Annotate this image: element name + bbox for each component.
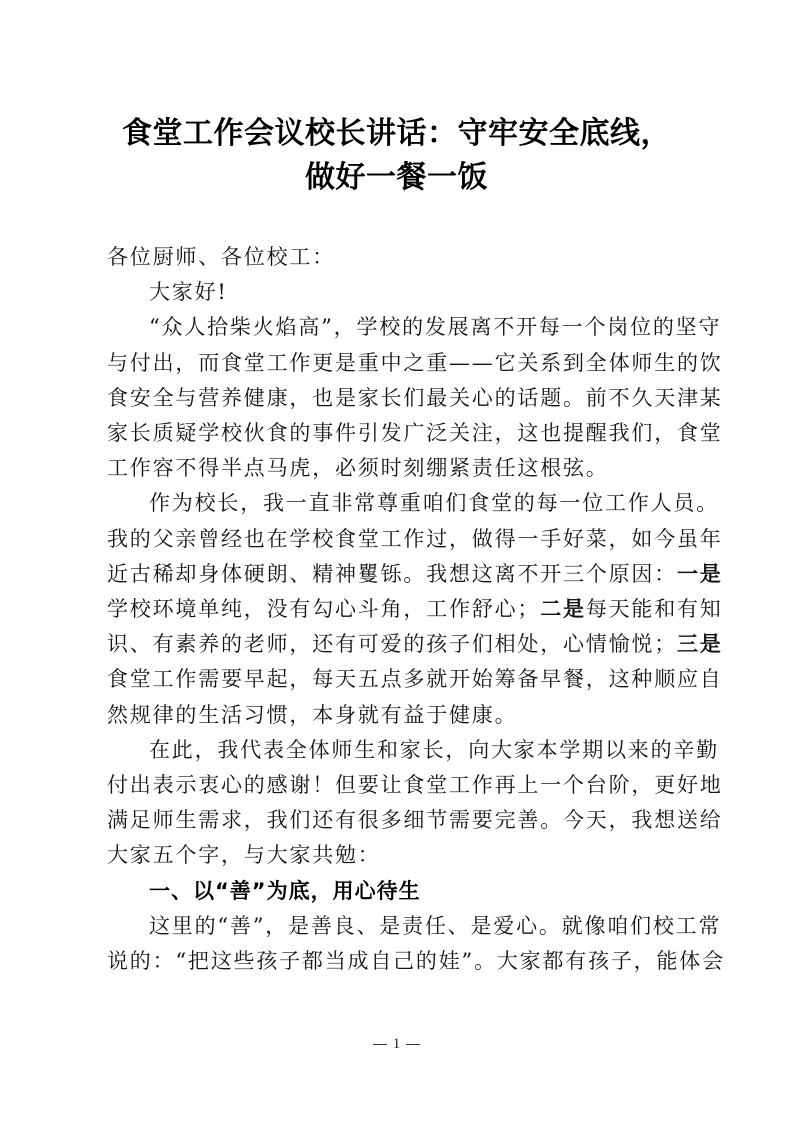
paragraph-line: 在此，我代表全体师生和家长，向大家本学期以来的辛勤 xyxy=(149,737,719,762)
page-footer xyxy=(0,1036,793,1053)
section-heading-1: 一、以“善”为底，用心待生 xyxy=(149,878,421,903)
text-run: 近古稀却身体硬朗、精神矍铄。我想这离不开三个原因： xyxy=(107,561,677,586)
paragraph-line: 与付出，而食堂工作更是重中之重——它关系到全体师生的饮 xyxy=(107,350,723,375)
greeting-text: 大家好! xyxy=(149,280,228,305)
paragraph-line: 大家五个字，与大家共勉： xyxy=(107,843,381,868)
paragraph-line: “众人拾柴火焰高”，学校的发展离不开每一个岗位的坚守 xyxy=(149,315,722,340)
paragraph-line xyxy=(107,592,723,627)
paragraph-line: 说的：“把这些孩子都当成自己的娃”。大家都有孩子，能体会 xyxy=(107,949,725,974)
dash-left xyxy=(373,1044,387,1045)
keyword-second: 二是 xyxy=(540,597,586,622)
paragraph-2 xyxy=(107,486,723,732)
title-line-1: 食堂工作会议校长讲话：守牢安全底线， xyxy=(122,116,671,151)
text-run: 学校环境单纯，没有勾心斗角，工作舒心； xyxy=(107,597,541,622)
paragraph-line xyxy=(107,627,723,662)
paragraph-line: 付出表示衷心的感谢！但要让食堂工作再上一个台阶，更好地 xyxy=(107,773,723,798)
greeting xyxy=(107,275,692,310)
paragraph-line: 这里的“善”，是善良、是责任、是爱心。就像咱们校工常 xyxy=(149,913,722,938)
document-body xyxy=(107,240,725,979)
salutation-text: 各位厨师、各位校工： xyxy=(107,245,335,269)
paragraph-line: 食安全与营养健康，也是家长们最关心的话题。前不久天津某 xyxy=(107,385,723,410)
paragraph-line: 满足师生需求，我们还有很多细节需要完善。今天，我想送给 xyxy=(107,808,723,833)
paragraph-line: 然规律的生活习惯，本身就有益于健康。 xyxy=(107,702,518,727)
paragraph-line: 家长质疑学校伙食的事件引发广泛关注，这也提醒我们，食堂 xyxy=(107,421,723,446)
paragraph-4 xyxy=(107,909,725,979)
document-title xyxy=(60,112,733,200)
paragraph-3 xyxy=(107,733,723,874)
keyword-first: 一是 xyxy=(677,561,723,586)
paragraph-1 xyxy=(107,310,723,486)
paragraph-line: 作为校长，我一直非常尊重咱们食堂的每一位工作人员。 xyxy=(149,491,719,516)
paragraph-line xyxy=(107,557,723,592)
dash-right xyxy=(406,1044,420,1045)
paragraph-line: 工作容不得半点马虎，必须时刻绷紧责任这根弦。 xyxy=(107,456,609,481)
text-run: 每天能和有知 xyxy=(585,597,723,622)
title-line-2: 做好一餐一饭 xyxy=(305,160,488,195)
keyword-third: 三是 xyxy=(677,632,723,657)
salutation xyxy=(107,240,692,275)
text-run: 识、有素养的老师，还有可爱的孩子们相处，心情愉悦； xyxy=(107,632,677,657)
paragraph-line: 食堂工作需要早起，每天五点多就开始筹备早餐，这种顺应自 xyxy=(107,667,723,692)
page-number: 1 xyxy=(392,1036,401,1052)
paragraph-line: 我的父亲曾经也在学校食堂工作过，做得一手好菜，如今虽年 xyxy=(107,526,723,551)
